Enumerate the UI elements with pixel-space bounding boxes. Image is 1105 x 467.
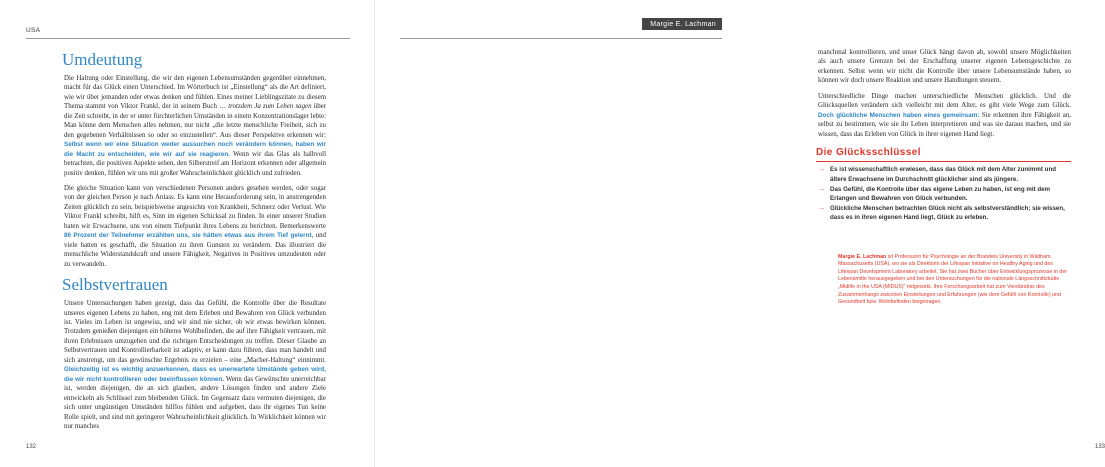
- heading-umdeutung: Umdeutung: [62, 50, 143, 69]
- highlight-text: 86 Prozent der Teilnehmer erzählten uns, sie hätten etwas aus ihrem Tief gelernt,: [64, 232, 314, 240]
- running-head-country: USA: [26, 27, 41, 34]
- left-page: [0, 0, 375, 467]
- text-run: Die Haltung oder Einstellung, die wir den eigenen Lebensumständen gegenüber einnehmen, macht für das Glück einen Unterschied. Im Wörterbuch ist „Einstellung“ als die Art definiert, wie wir über jemanden oder etwas denken und fühlen. Eines meiner Lieblingszitate zu diesem Thema stammt von Viktor Frankl, der in seinem Buch …: [64, 75, 326, 111]
- left-column: [64, 48, 326, 437]
- arrow-icon: →: [818, 166, 825, 174]
- paragraph: [818, 92, 1071, 139]
- right-column: [818, 48, 1071, 307]
- key-item-text: Glückliche Menschen betrachten Glück nicht als selbstverständlich; sie wissen, dass es in ihren eigenen Hand liegt, Glück zu erleben.: [830, 204, 1065, 222]
- author-bio: [838, 254, 1071, 307]
- running-head-left: [26, 23, 350, 39]
- key-box-heading: Die Glücksschlüssel: [816, 147, 921, 159]
- paragraph: [64, 299, 326, 431]
- highlight-text: Selbst wenn wir eine Situation weder aussuchen noch verändern können, haben wir die Macht zu entscheiden, wie wir auf sie reagieren.: [64, 141, 326, 158]
- text-run: und viele hatten es geschafft, die Situation zu ihren Gunsten zu verändern. Das illustriert die menschliche Widerstandskraft und unsere Fähigkeit, Negatives in Positives umzudeuten oder zu verwandeln.: [64, 232, 326, 268]
- key-list-item: [818, 165, 1071, 184]
- text-run: Sie erkennen ihre Fähigkeit an, selbst zu bestimmen, wie sie ihr Leben interpretieren und was sie daraus machen, und sie wissen, dass das Erleben von Glück in ihrer eigenen Hand liegt.: [818, 111, 1072, 138]
- right-page: [375, 0, 1105, 467]
- key-list-item: [818, 204, 1071, 223]
- key-item-text: Das Gefühl, die Kontrolle über das eigene Leben zu haben, ist eng mit dem Erlangen und Bewahren von Glück verbunden.: [830, 185, 1051, 203]
- paragraph: manchmal kontrollieren, und unser Glück hängt davon ab, sowohl unsere Möglichkeiten als auch unsere Grenzen bei der Erschaffung unserer eigenen Lebensgeschichte zu erkennen. Selbst wenn wir nicht die Kontrolle über unsere Lebensumstände haben, so können wir doch unsere Reaktion und unsere Handlungen steuern.: [818, 49, 1071, 85]
- text-run: Die gleiche Situation kann von verschiedenen Personen anders gesehen werden, oder sogar von der gleichen Person je nach Anlass. Es kann eine Herausforderung sein, in anstrengenden Zeiten glücklich zu sein, beispielsweise angesichts von Krankheit, Schmerz oder Verlust. Wie Viktor Frankl schreibt, hilft es, Sinn im eigenen Schicksal zu finden. In einer unserer Studien baten wir Erwachsene, uns von einem Tiefpunkt ihres Lebens zu berichten. Bemerkenswerte: [64, 184, 326, 230]
- running-head-right: [400, 23, 722, 39]
- highlight-text: Gleichzeitig ist es wichtig anzuerkennen, dass es unerwartete Umstände geben wird, die wir nicht kontrollieren oder beeinflussen können.: [64, 366, 326, 383]
- heading-selbstvertrauen: Selbstvertrauen: [62, 275, 168, 295]
- text-run: Wenn wir das Glas als halbvoll betrachten, die positiven Aspekte sehen, den Silberstreif am Horizont erkennen oder allgemein positiv denken, fühlen wir uns mit großer Wahrscheinlichkeit glücklich und zufrieden.: [64, 150, 326, 177]
- key-list: [818, 165, 1071, 222]
- paragraph: [64, 184, 326, 269]
- page-number-left: 132: [26, 444, 37, 450]
- key-item-text: Es ist wissenschaftlich erwiesen, dass das Glück mit dem Alter zunimmt und ältere Erwachsene im Durchschnitt glücklicher sind als jüngere.: [830, 166, 1057, 183]
- key-list-item: [818, 185, 1071, 204]
- book-title: trotzdem Ja zum Leben sagen: [228, 103, 312, 111]
- page-number-right: 133: [1095, 444, 1105, 450]
- highlight-text: Doch glückliche Menschen haben eines gemeinsam:: [818, 111, 980, 119]
- author-bio-text: ist Professorin für Psychologie an der Brandeis University in Waltham, Massachusetts (USA), wo sie als Direktorin der Lifespan Initiative on Healthy Aging und des Lifespan Development Laboratory arbeitet. Sie hat zwei Bücher über Entwicklungsprozesse in der Lebensmitte herausgegeben und bei den Untersuchungen für die nationale Längsschnittstudie „Midlife in the USA (MIDUS)“ mitgewirkt. Ihre Forschungsarbeit hat zum Verständnis des Zusammenhangs zwischen Einstellungen und Erfahrungen (wie dem Gefühl von Kontrolle) und Gesundheit bzw. Wohlbefinden beigetragen.: [838, 253, 1068, 306]
- paragraph: [64, 74, 326, 178]
- text-run: Unsere Untersuchungen haben gezeigt, dass das Gefühl, die Kontrolle über die Resultate unseres eigenen Lebens zu haben, eng mit dem Erleben und Bewahren von Glück verbunden ist. Vieles im Leben ist ungewiss, und wir sind nie sicher, ob wir etwas bewirken können. Trotzdem genießen diejenigen ein höheres Wohlbefinden, die auf ihre Fähigkeit vertrauen, mit ihren Erlebnissen umzugehen und die richtigen Entscheidungen zu treffen. Dieser Glaube an Selbstvertrauen und Kontrollierbarkeit ist adaptiv, er kann dazu führen, dass man handelt und sich anstrengt, um das gewünschte Ergebnis zu erzielen – eine „Macher-Haltung“ einnimmt.: [64, 300, 326, 364]
- author-bio-name: Margie E. Lachman: [838, 253, 887, 260]
- author-name-tab: Margie E. Lachman: [642, 18, 722, 30]
- key-box-rule: [816, 161, 1071, 162]
- arrow-icon: →: [818, 204, 825, 212]
- text-run: Unterschiedliche Dinge machen unterschiedliche Menschen glücklich. Und die Glücksquellen verändern sich vielleicht mit dem Alter, es gibt viele Wege zum Glück.: [818, 92, 1071, 110]
- text-run: Wenn das Gewünschte unerreichbar ist, werden diejenigen, die an sich glauben, andere Lösungen finden und andere Ziele entwickeln als Schlüssel zum bleibenden Glück. Im Gegensatz dazu vermuten diejenigen, die sich unter ungünstigen Umständen hilflos fühlen und aufgeben, dass ihr eigenes Tun keine Rolle spielt, und sind mit geringerer Wahrscheinlichkeit glücklich. In Wirklichkeit können wir nur manches: [64, 375, 326, 430]
- text-run: über die Zeit schreibt, in der er unter fürchterlichen Umständen in einem Konzentrationslager lebte: Man könne dem Menschen alles nehmen, nur nicht „die letzte menschliche Freiheit, sich zu den gegebenen Verhältnissen so oder so einzustellen“. Aus dieser Perspektive erkennen wir:: [64, 103, 326, 139]
- arrow-icon: →: [818, 185, 825, 193]
